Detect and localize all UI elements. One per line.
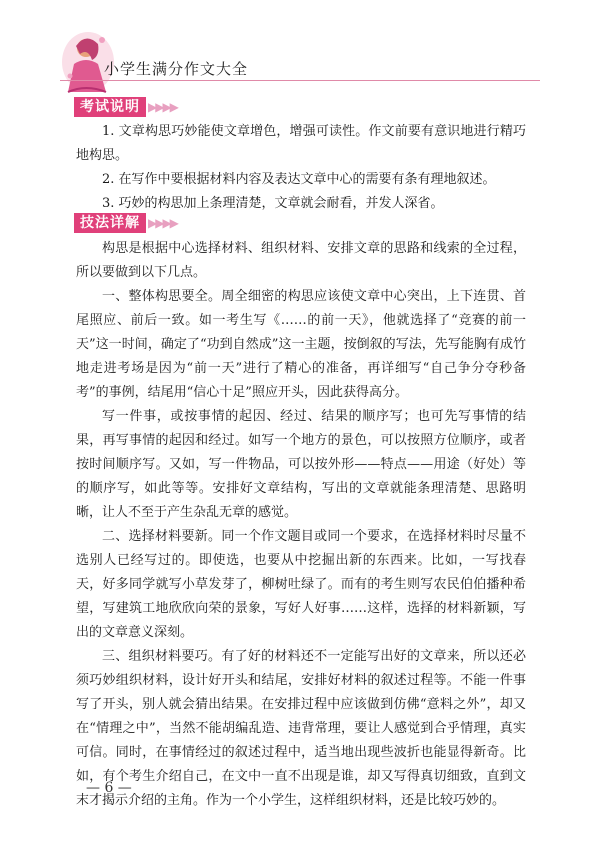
body-paragraph: 二、选择材料要新。同一个作文题目或同一个要求，在选择材料时尽量不选别人已经写过的。即使选，也要从中挖掘出新的东西来。比如，一写找春天，好多同学就写小草发芽了，柳树吐绿了。而有的考生则写农民伯伯播种希望，写建筑工地欣欣向荣的景象，写好人好事……这样，选择的材料新颖，写出的文章意义深刻。 — [76, 529, 526, 640]
page-number: — 6 — — [86, 780, 132, 796]
exam-item: 2. 在写作中要根据材料内容及表达文章中心的需要有条有理地叙述。 — [102, 172, 496, 187]
arrows-icon: ▶▶▶▶ — [148, 216, 177, 230]
arrows-icon: ▶▶▶▶ — [148, 100, 177, 114]
exam-item: 1. 文章构思巧妙能使文章增色，增强可读性。作文前要有意识地进行精巧地构思。 — [76, 124, 526, 163]
book-title: 小学生满分作文大全 — [104, 60, 249, 78]
skills-body — [76, 237, 526, 813]
exam-section-heading — [74, 97, 177, 117]
body-paragraph: 构思是根据中心选择材料、组织材料、安排文章的思路和线索的全过程，所以要做到以下几点。 — [76, 241, 526, 280]
skills-section-heading — [74, 213, 177, 233]
body-paragraph: 三、组织材料要巧。有了好的材料还不一定能写出好的文章来，所以还必须巧妙组织材料，设计好开头和结尾，安排好材料的叙述过程等。不能一件事写了开头，别人就会猜出结果。在安排过程中应该做到仿佛“意料之外”，却又在“情理之中”，当然不能胡编乱造、违背常理，要让人感觉到合乎情理，真实可信。同时，在事情经过的叙述过程中，适当地出现些波折也能显得新奇。比如，有个考生介绍自己，在文中一直不出现是谁，却又写得真切细致，直到文末才揭示介绍的主角。作为一个小学生，这样组织材料，还是比较巧妙的。 — [76, 649, 526, 808]
body-paragraph: 一、整体构思要全。周全细密的构思应该使文章中心突出，上下连贯、首尾照应、前后一致。如一考生写《……的前一天》，他就选择了“竞赛的前一天”这一时间，确定了“功到自然成”这一主题，按倒叙的写法，先写能胸有成竹地走进考场是因为“前一天”进行了精心的准备，再详细写“自己争分夺秒备考”的事例，结尾用“信心十足”照应开头，因此获得高分。 — [76, 289, 526, 400]
exam-section-title: 考试说明 — [74, 97, 146, 117]
exam-items — [76, 120, 526, 216]
exam-item: 3. 巧妙的构思加上条理清楚，文章就会耐看，并发人深省。 — [102, 196, 444, 211]
header-divider — [60, 80, 540, 81]
page-header — [0, 0, 595, 100]
body-paragraph: 写一件事，或按事情的起因、经过、结果的顺序写；也可先写事情的结果，再写事情的起因和经过。如写一个地方的景色，可以按照方位顺序，或者按时间顺序写。又如，写一件物品，可以按外形——特点——用途（好处）等的顺序写，如此等等。安排好文章结构，写出的文章就能条理清楚、思路明晰，让人不至于产生杂乱无章的感觉。 — [76, 409, 526, 520]
skills-section-title: 技法详解 — [74, 213, 146, 233]
